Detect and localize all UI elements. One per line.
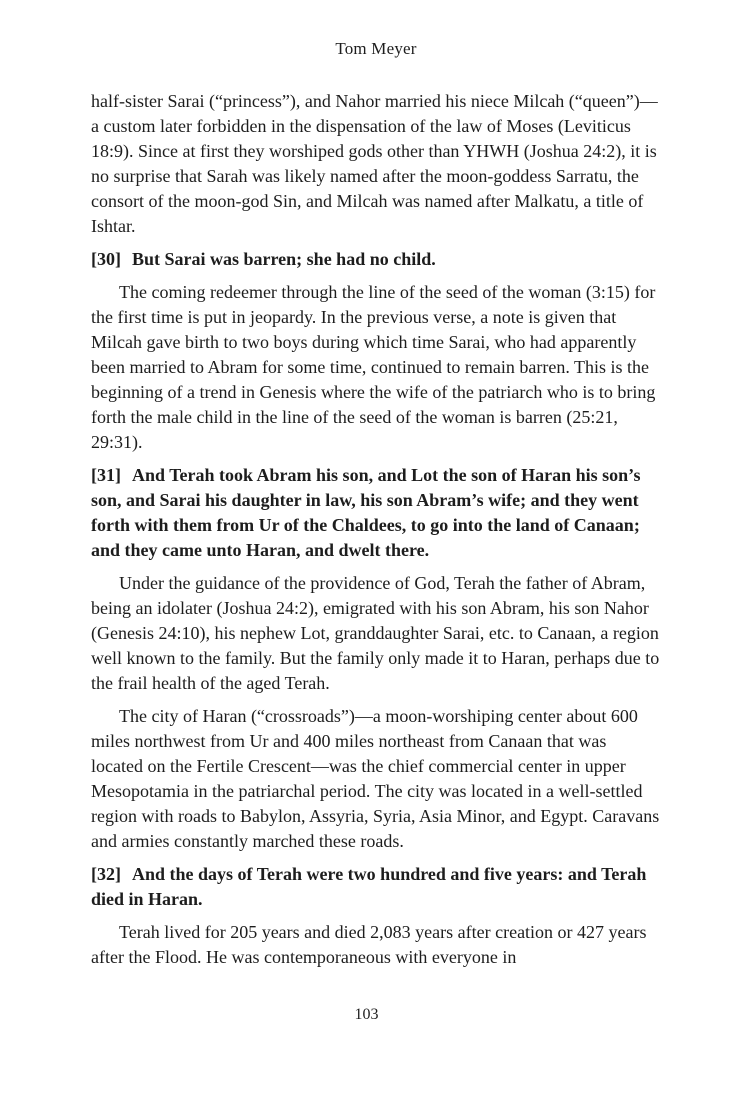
paragraph: half-sister Sarai (“princess”), and Nahor married his niece Milcah (“queen”)—a custom later forbidden in the dispensation of the law of Moses (Leviticus 18:9). Since at first they worshiped gods other than YHWH (Joshua 24:2), it is no surprise that Sarah was likely named after the moon-goddess Sarratu, the consort of the moon-god Sin, and Milcah was named after Malkatu, a title of Ishtar.: [91, 91, 658, 236]
verse-number: [31]: [91, 465, 121, 485]
verse-number: [30]: [91, 249, 121, 269]
page-number: 103: [354, 1006, 379, 1023]
verse-text: But Sarai was barren; she had no child.: [132, 249, 436, 269]
verse-number: [32]: [91, 864, 121, 884]
verse-text: And the days of Terah were two hundred and five years: and Terah died in Haran.: [91, 864, 647, 909]
verse-heading: [91, 862, 661, 912]
paragraph: The coming redeemer through the line of the seed of the woman (3:15) for the first time is put in jeopardy. In the previous verse, a note is given that Milcah gave birth to two boys during which time Sarai, who had apparently been married to Abram for some time, continued to remain barren. This is the beginning of a trend in Genesis where the wife of the patriarch who is to bring forth the male child in the line of the seed of the woman is barren (25:21, 29:31).: [91, 282, 656, 452]
running-header: Tom Meyer: [335, 39, 417, 58]
verse-heading: [91, 463, 661, 563]
paragraph: Terah lived for 205 years and died 2,083 years after creation or 427 years after the Flood. He was contemporaneous with everyone in: [91, 922, 647, 967]
paragraph: Under the guidance of the providence of God, Terah the father of Abram, being an idolater (Joshua 24:2), emigrated with his son Abram, his son Nahor (Genesis 24:10), his nephew Lot, granddaughter Sarai, etc. to Canaan, a region well known to the family. But the family only made it to Haran, perhaps due to the frail health of the aged Terah.: [91, 573, 660, 693]
verse-heading: [91, 247, 661, 272]
text-block: [91, 89, 661, 970]
verse-text: And Terah took Abram his son, and Lot the son of Haran his son’s son, and Sarai his daughter in law, his son Abram’s wife; and they went forth with them from Ur of the Chaldees, to go into the land of Canaan; and they came unto Haran, and dwelt there.: [91, 465, 641, 560]
paragraph: The city of Haran (“crossroads”)—a moon-worshiping center about 600 miles northwest from Ur and 400 miles northeast from Canaan that was located on the Fertile Crescent—was the chief commercial center in upper Mesopotamia in the patriarchal period. The city was located in a well-settled region with roads to Babylon, Assyria, Syria, Asia Minor, and Egypt. Caravans and armies constantly marched these roads.: [91, 706, 660, 851]
